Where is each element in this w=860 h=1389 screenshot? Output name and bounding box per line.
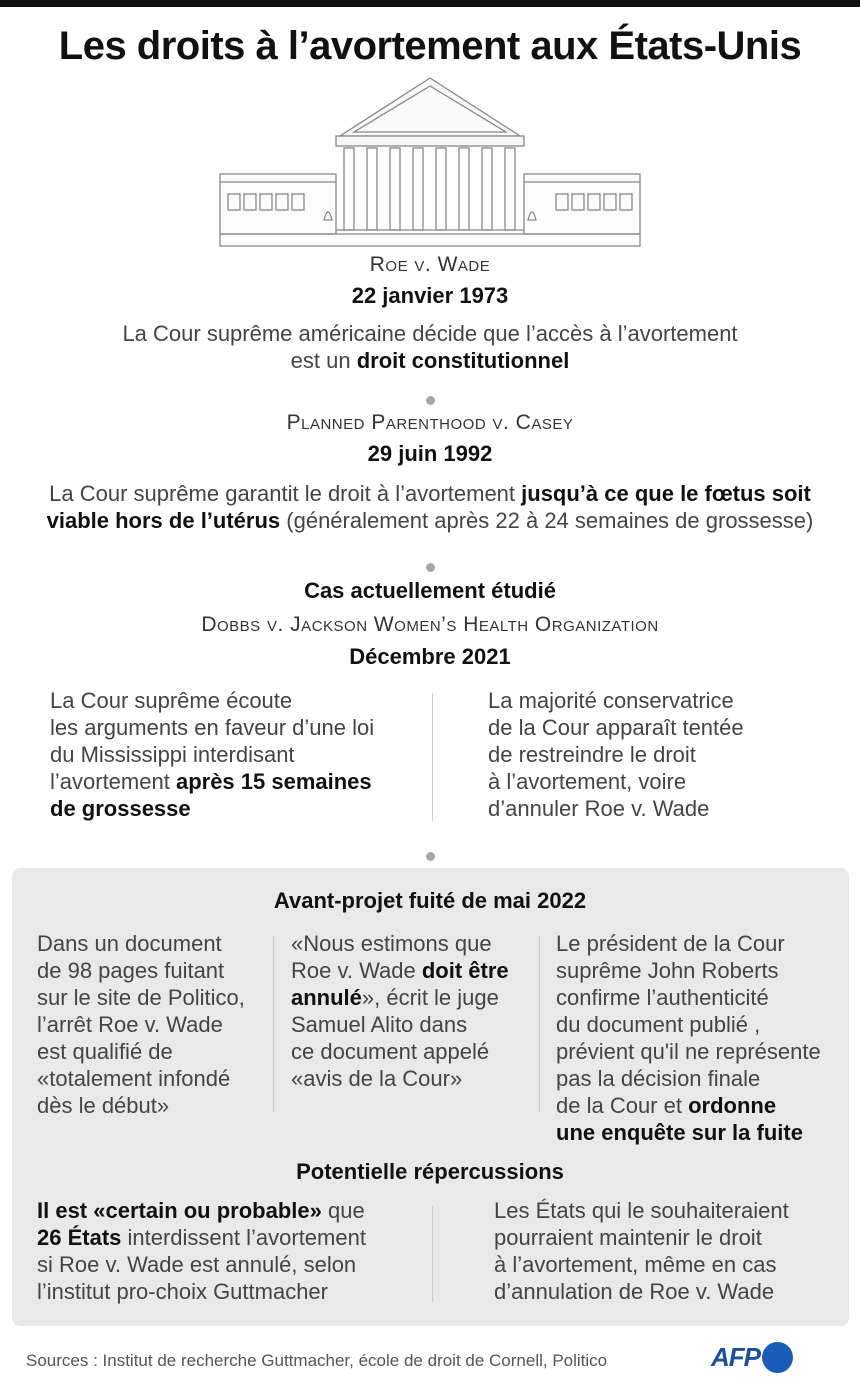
roe-text-plain: est un: [290, 348, 357, 373]
impact-right-line: d’annulation de Roe v. Wade: [494, 1279, 775, 1304]
column-divider: [432, 693, 433, 821]
leak-col3-line: suprême John Roberts: [556, 958, 779, 983]
dobbs-left-line: les arguments en faveur d’une loi: [50, 715, 375, 740]
leak-col1-line: de 98 pages fuitant: [37, 958, 225, 983]
leak-col2-highlight: doit être: [421, 958, 509, 983]
leak-col2-line: «Nous estimons que: [291, 931, 492, 956]
leak-col2-line: Samuel Alito dans: [291, 1012, 468, 1037]
afp-logo-dot: [762, 1342, 793, 1373]
dobbs-left-highlight: après 15 semaines: [175, 769, 372, 794]
timeline-dot: [426, 396, 435, 405]
dobbs-date: Décembre 2021: [349, 644, 511, 669]
dobbs-right-line: de restreindre le droit: [488, 742, 696, 767]
dobbs-right-line: de la Cour apparaît tentée: [488, 715, 744, 740]
roe-date: 22 janvier 1973: [351, 283, 509, 308]
casey-case-name: Planned Parenthood v. Casey: [286, 411, 574, 434]
impact-left-line: si Roe v. Wade est annulé, selon: [37, 1252, 357, 1277]
dobbs-left-line: du Mississippi interdisant: [50, 742, 295, 767]
roe-text-line2: [0, 347, 860, 374]
dobbs-heading: Cas actuellement étudié: [304, 578, 556, 603]
leak-col3-highlight: une enquête sur la fuite: [556, 1120, 803, 1145]
leak-col3-line: [556, 1092, 821, 1119]
casey-plain-2: (généralement après 22 à 24 semaines de grossesse): [280, 508, 814, 533]
column-divider: [273, 936, 274, 1112]
impact-left-line: [37, 1224, 366, 1251]
dobbs-right-column: [488, 687, 744, 822]
page-title: Les droits à l’avortement aux États-Unis: [58, 24, 802, 68]
casey-plain-1: La Cour suprême garantit le droit à l’avortement: [49, 481, 522, 506]
roe-text-highlight: droit constitutionnel: [356, 348, 570, 373]
leak-col2-highlight: annulé: [291, 985, 362, 1010]
timeline-dot: [426, 563, 435, 572]
top-rule: [0, 0, 860, 7]
impact-left-highlight: Il est «certain ou probable»: [37, 1198, 322, 1223]
dobbs-right-line: d’annuler Roe v. Wade: [488, 796, 710, 821]
afp-logo: [711, 1342, 793, 1373]
casey-date: 29 juin 1992: [367, 441, 493, 466]
leak-col3-highlight: ordonne: [688, 1093, 777, 1118]
impact-heading: Potentielle répercussions: [296, 1159, 564, 1184]
impact-right-line: à l’avortement, même en cas: [494, 1252, 777, 1277]
column-divider: [539, 936, 540, 1112]
leak-col3-line: Le président de la Cour: [556, 931, 785, 956]
casey-text-line2: [0, 507, 860, 534]
leak-col3-line: du document publié ,: [556, 1012, 761, 1037]
dobbs-left-highlight: de grossesse: [50, 796, 191, 821]
timeline-dot: [426, 852, 435, 861]
casey-text: [0, 480, 860, 534]
dobbs-left-plain: l’avortement: [50, 769, 176, 794]
leak-col2-plain: Roe v. Wade: [291, 958, 422, 983]
leak-column-1: [37, 930, 245, 1119]
leak-col2-plain: », écrit le juge: [361, 985, 499, 1010]
dobbs-right-line: La majorité conservatrice: [488, 688, 734, 713]
impact-right-line: Les États qui le souhaiteraient: [494, 1198, 789, 1223]
impact-left-plain: que: [321, 1198, 365, 1223]
supreme-court-illustration: [218, 76, 642, 248]
leak-col3-line: confirme l’authenticité: [556, 985, 769, 1010]
leak-col1-line: est qualifié de: [37, 1039, 173, 1064]
roe-text-line1: La Cour suprême américaine décide que l’accès à l’avortement: [122, 321, 738, 346]
column-divider: [432, 1206, 433, 1302]
leak-col3-line: pas la décision finale: [556, 1066, 761, 1091]
roe-case-name: Roe v. Wade: [369, 253, 491, 276]
leak-col2-line: [291, 957, 509, 984]
leak-col1-line: sur le site de Politico,: [37, 985, 245, 1010]
dobbs-left-line: [50, 768, 374, 795]
casey-highlight-2: viable hors de l’utérus: [46, 508, 281, 533]
impact-right-line: pourraient maintenir le droit: [494, 1225, 762, 1250]
impact-left-plain: interdissent l’avortement: [121, 1225, 366, 1250]
impact-left-column: [37, 1197, 366, 1305]
leak-col2-line: ce document appelé: [291, 1039, 490, 1064]
leak-col2-line: [291, 984, 509, 1011]
roe-text: [0, 320, 860, 374]
impact-left-line: l’institut pro-choix Guttmacher: [37, 1279, 328, 1304]
leak-col3-line: prévient qu'il ne représente: [556, 1039, 821, 1064]
sources-note: Sources : Institut de recherche Guttmacher, école de droit de Cornell, Politico: [26, 1351, 608, 1370]
leak-column-3: [556, 930, 821, 1146]
impact-left-line: [37, 1197, 366, 1224]
leak-col2-line: «avis de la Cour»: [291, 1066, 463, 1091]
casey-highlight-1: jusqu’à ce que le fœtus soit: [521, 481, 811, 506]
leak-col1-line: Dans un document: [37, 931, 222, 956]
dobbs-right-line: à l’avortement, voire: [488, 769, 687, 794]
leak-col1-line: «totalement infondé: [37, 1066, 231, 1091]
leak-col1-line: dès le début»: [37, 1093, 170, 1118]
dobbs-left-line: La Cour suprême écoute: [50, 688, 293, 713]
dobbs-left-column: [50, 687, 374, 822]
impact-right-column: [494, 1197, 789, 1305]
leak-heading: Avant-projet fuité de mai 2022: [273, 888, 587, 913]
leak-column-2: [291, 930, 509, 1092]
leak-col1-line: l’arrêt Roe v. Wade: [37, 1012, 223, 1037]
afp-logo-text: AFP: [711, 1342, 760, 1372]
casey-text-line1: [0, 480, 860, 507]
impact-left-highlight: 26 États: [37, 1225, 122, 1250]
dobbs-case-name: Dobbs v. Jackson Women’s Health Organization: [201, 613, 659, 636]
leak-col3-plain: de la Cour et: [556, 1093, 689, 1118]
